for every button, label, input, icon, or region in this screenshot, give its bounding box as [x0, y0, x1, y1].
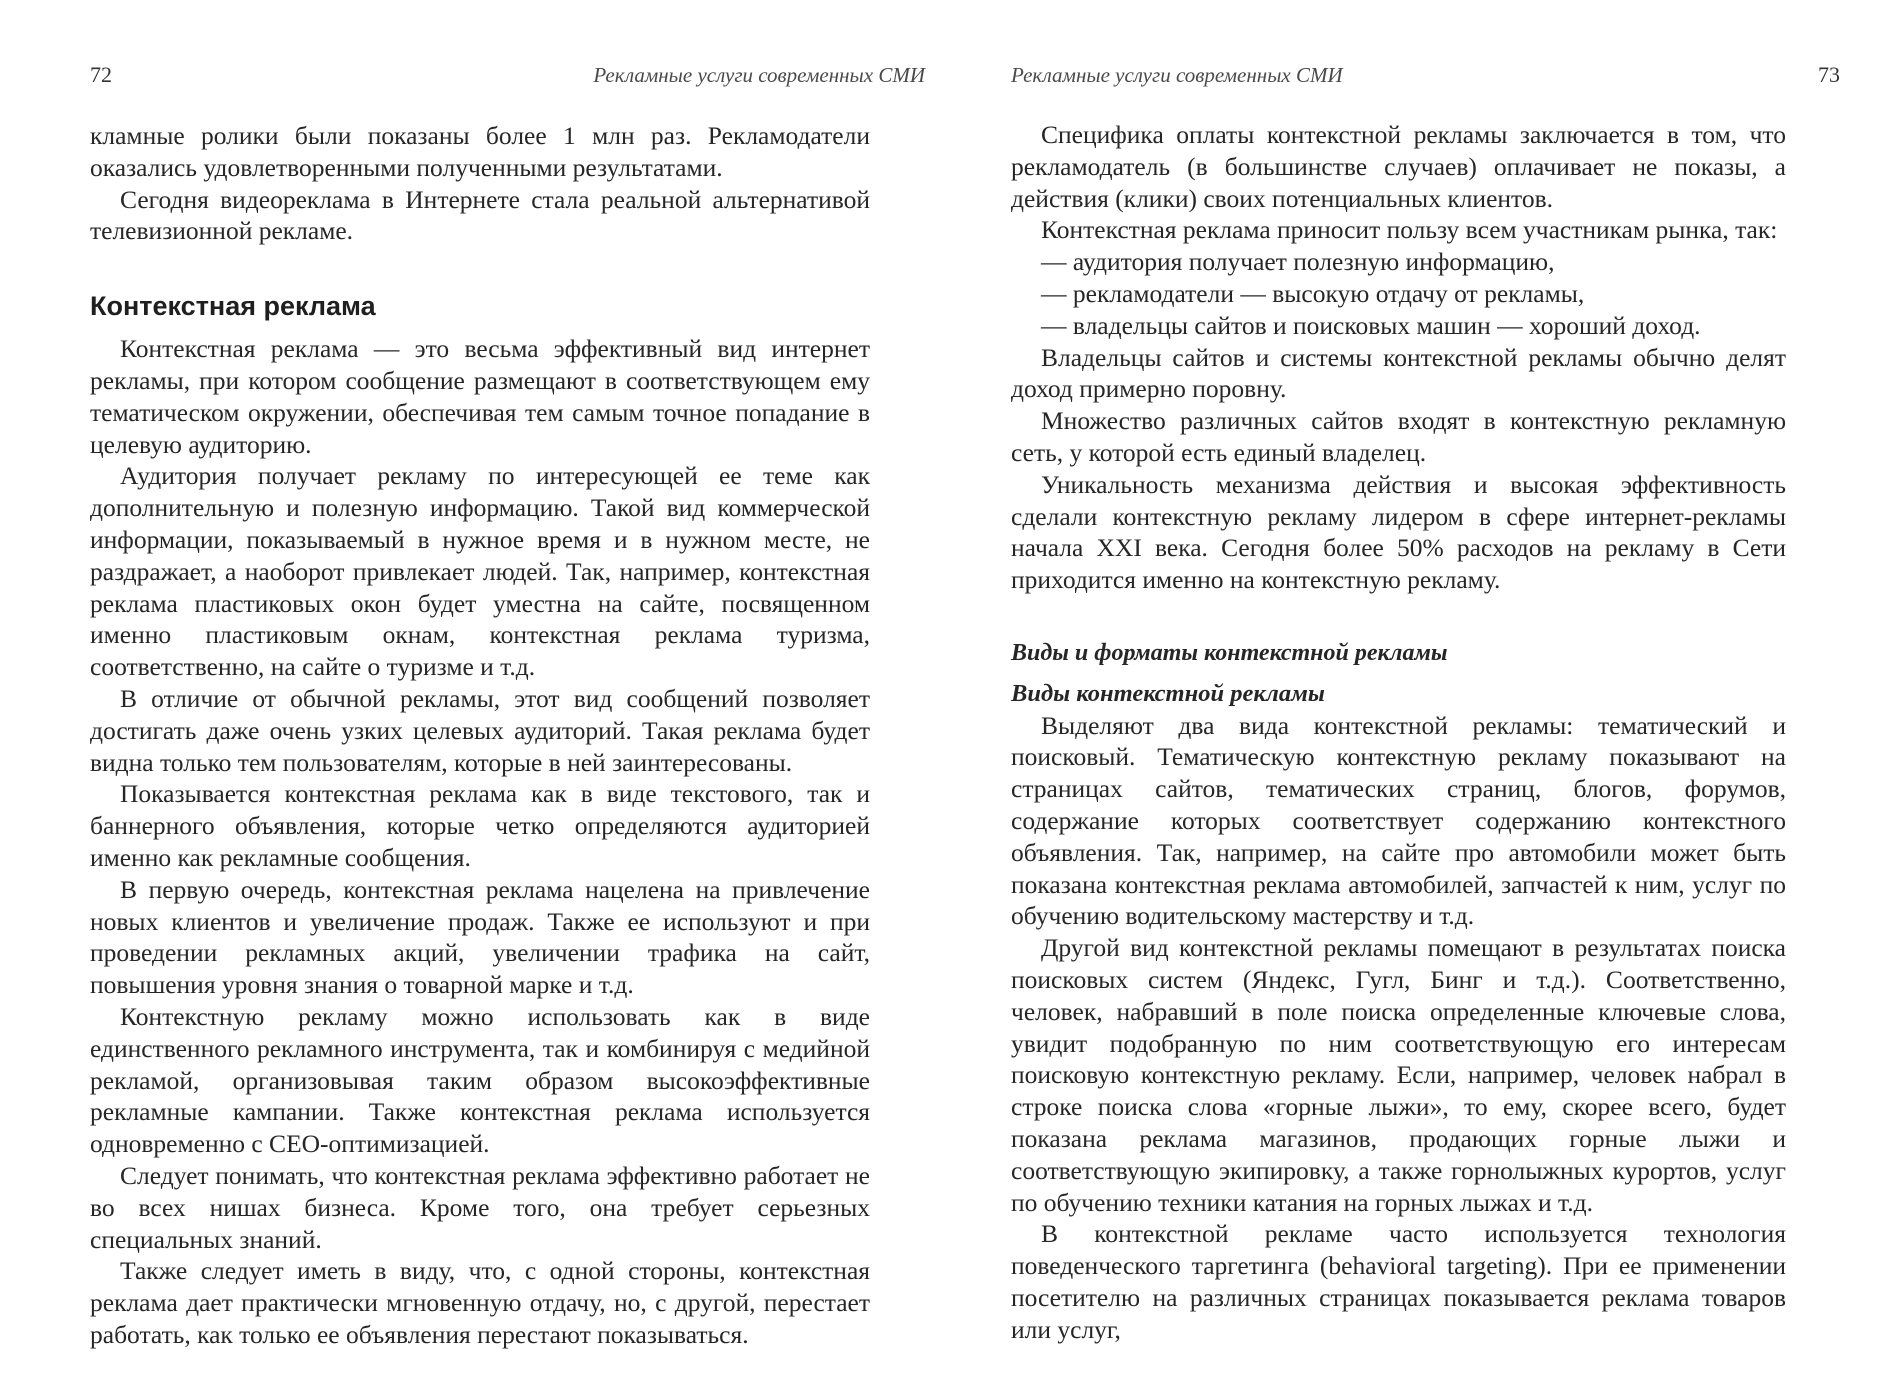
sub-sub-heading: Виды контекстной рекламы: [1011, 679, 1325, 707]
list-item: — рекламодатели — высокую отдачу от рекламы,: [1041, 278, 1585, 308]
paragraph: Также следует иметь в виду, что, с одной стороны, контекстная реклама дает практически мгновенную отдачу, но, с другой, перестает работать, как только ее объявления перестают показываться.: [90, 1256, 870, 1349]
list-item: — аудитория получает полезную информацию,: [1041, 247, 1555, 277]
right-page: [945, 0, 1890, 1390]
left-running-head: [90, 62, 925, 102]
section-heading: Контекстная реклама: [90, 291, 376, 322]
left-body-text: [90, 120, 870, 1351]
paragraph: В отличие от обычной рекламы, этот вид сообщений позволяет достигать даже очень узких целевых аудиторий. Такая реклама будет видна только тем пользователям, которые в ней заинтересованы.: [90, 683, 870, 777]
left-running-head-title: Рекламные услуги современных СМИ: [593, 63, 925, 87]
paragraph: В первую очередь, контекстная реклама нацелена на привлечение новых клиентов и увеличение продаж. Также ее используют и при проведении рекламных акций, увеличении трафика на сайт, повышения уровня знания о товарной марке и т.д.: [90, 874, 870, 1000]
list-item: — владельцы сайтов и поисковых машин — хороший доход.: [1041, 310, 1701, 340]
benefits-list: [1011, 246, 1786, 341]
paragraph: Контекстная реклама — это весьма эффективный вид интернет рекламы, при котором сообщение размещают в соответствующем ему тематическом окружении, обеспечивая тем самым точное попадание в целевую аудиторию.: [90, 334, 870, 459]
paragraph: Уникальность механизма действия и высокая эффективность сделали контекстную рекламу лидером в сфере интернет-рекламы начала XXI века. Сегодня более 50% расходов на рекламу в Сети приходится именно на контекстную рекламу.: [1011, 469, 1786, 595]
paragraph: Выделяют два вида контекстной рекламы: тематический и поисковый. Тематическую контекстную рекламу показывают на страницах сайтов, тематических страниц, блогов, форумов, содержание которых соответствует содержанию контекстного объявления. Так, например, на сайте про автомобили может быть показана контекстная реклама автомобилей, запчастей к ним, услуг по обучению водительскому мастерству и т.д.: [1011, 710, 1786, 931]
right-page-number: 73: [1818, 62, 1840, 87]
paragraph: Контекстная реклама приносит пользу всем участникам рынка, так:: [1041, 215, 1778, 245]
paragraph: В контекстной рекламе часто используется технология поведенческого таргетинга (behavioral targeting). При ее применении посетителю на различных страницах показывается реклама товаров или услуг,: [1011, 1219, 1786, 1344]
right-running-head: [1011, 62, 1840, 102]
paragraph: кламные ролики были показаны более 1 млн раз. Рекламодатели оказались удовлетворенными полученными результатами.: [90, 121, 870, 182]
paragraph: Владельцы сайтов и системы контекстной рекламы обычно делят доход примерно поровну.: [1011, 342, 1786, 404]
sub-heading: Виды и форматы контекстной рекламы: [1011, 639, 1448, 666]
paragraph: Множество различных сайтов входят в контекстную рекламную сеть, у которой есть единый владелец.: [1011, 406, 1786, 467]
right-running-head-title: Рекламные услуги современных СМИ: [1011, 63, 1343, 87]
paragraph: Контекстную рекламу можно использовать как в виде единственного рекламного инструмента, так и комбинируя с медийной рекламой, организовывая таким образом высокоэффективные рекламные кампании. Также контекстная реклама используется одновременно с СЕО-оптимизацией.: [90, 1001, 870, 1159]
left-page-number: 72: [90, 62, 112, 87]
paragraph: Другой вид контекстной рекламы помещают в результатах поиска поисковых систем (Яндекс, Гугл, Бинг и т.д.). Соответственно, человек, набравший в поле поиска определенные ключевые слова, увидит подобранную по ним соответствующую его интересам поисковую контекстную рекламу. Если, например, человек набрал в строке поиска слова «горные лыжи», то ему, скорее всего, будет показана реклама магазинов, продающих горные лыжи и соответствующую экипировку, а также горнолыжных курортов, услуг по обучению техники катания на горных лыжах и т.д.: [1011, 933, 1786, 1217]
paragraph: Следует понимать, что контекстная реклама эффективно работает не во всех нишах бизнеса. Кроме того, она требует серьезных специальных знаний.: [90, 1160, 870, 1254]
paragraph: Показывается контекстная реклама как в виде текстового, так и баннерного объявления, которые четко определяются аудиторией именно как рекламные сообщения.: [90, 779, 870, 872]
paragraph: Сегодня видеореклама в Интернете стала реальной альтернативой телевизионной рекламе.: [90, 184, 870, 246]
right-body-text: [1011, 119, 1786, 1345]
paragraph: Специфика оплаты контекстной рекламы заключается в том, что рекламодатель (в большинстве случаев) оплачивает не показы, а действия (клики) своих потенциальных клиентов.: [1011, 120, 1786, 213]
paragraph: Аудитория получает рекламу по интересующей ее теме как дополнительную и полезную информацию. Такой вид коммерческой информации, показываемый в нужное время и в нужном месте, не раздражает, а наоборот привлекает людей. Так, например, контекстная реклама пластиковых окон будет уместна на сайте, посвященном именно пластиковым окнам, контекстная реклама туризма, соответственно, на сайте о туризме и т.д.: [90, 461, 870, 682]
